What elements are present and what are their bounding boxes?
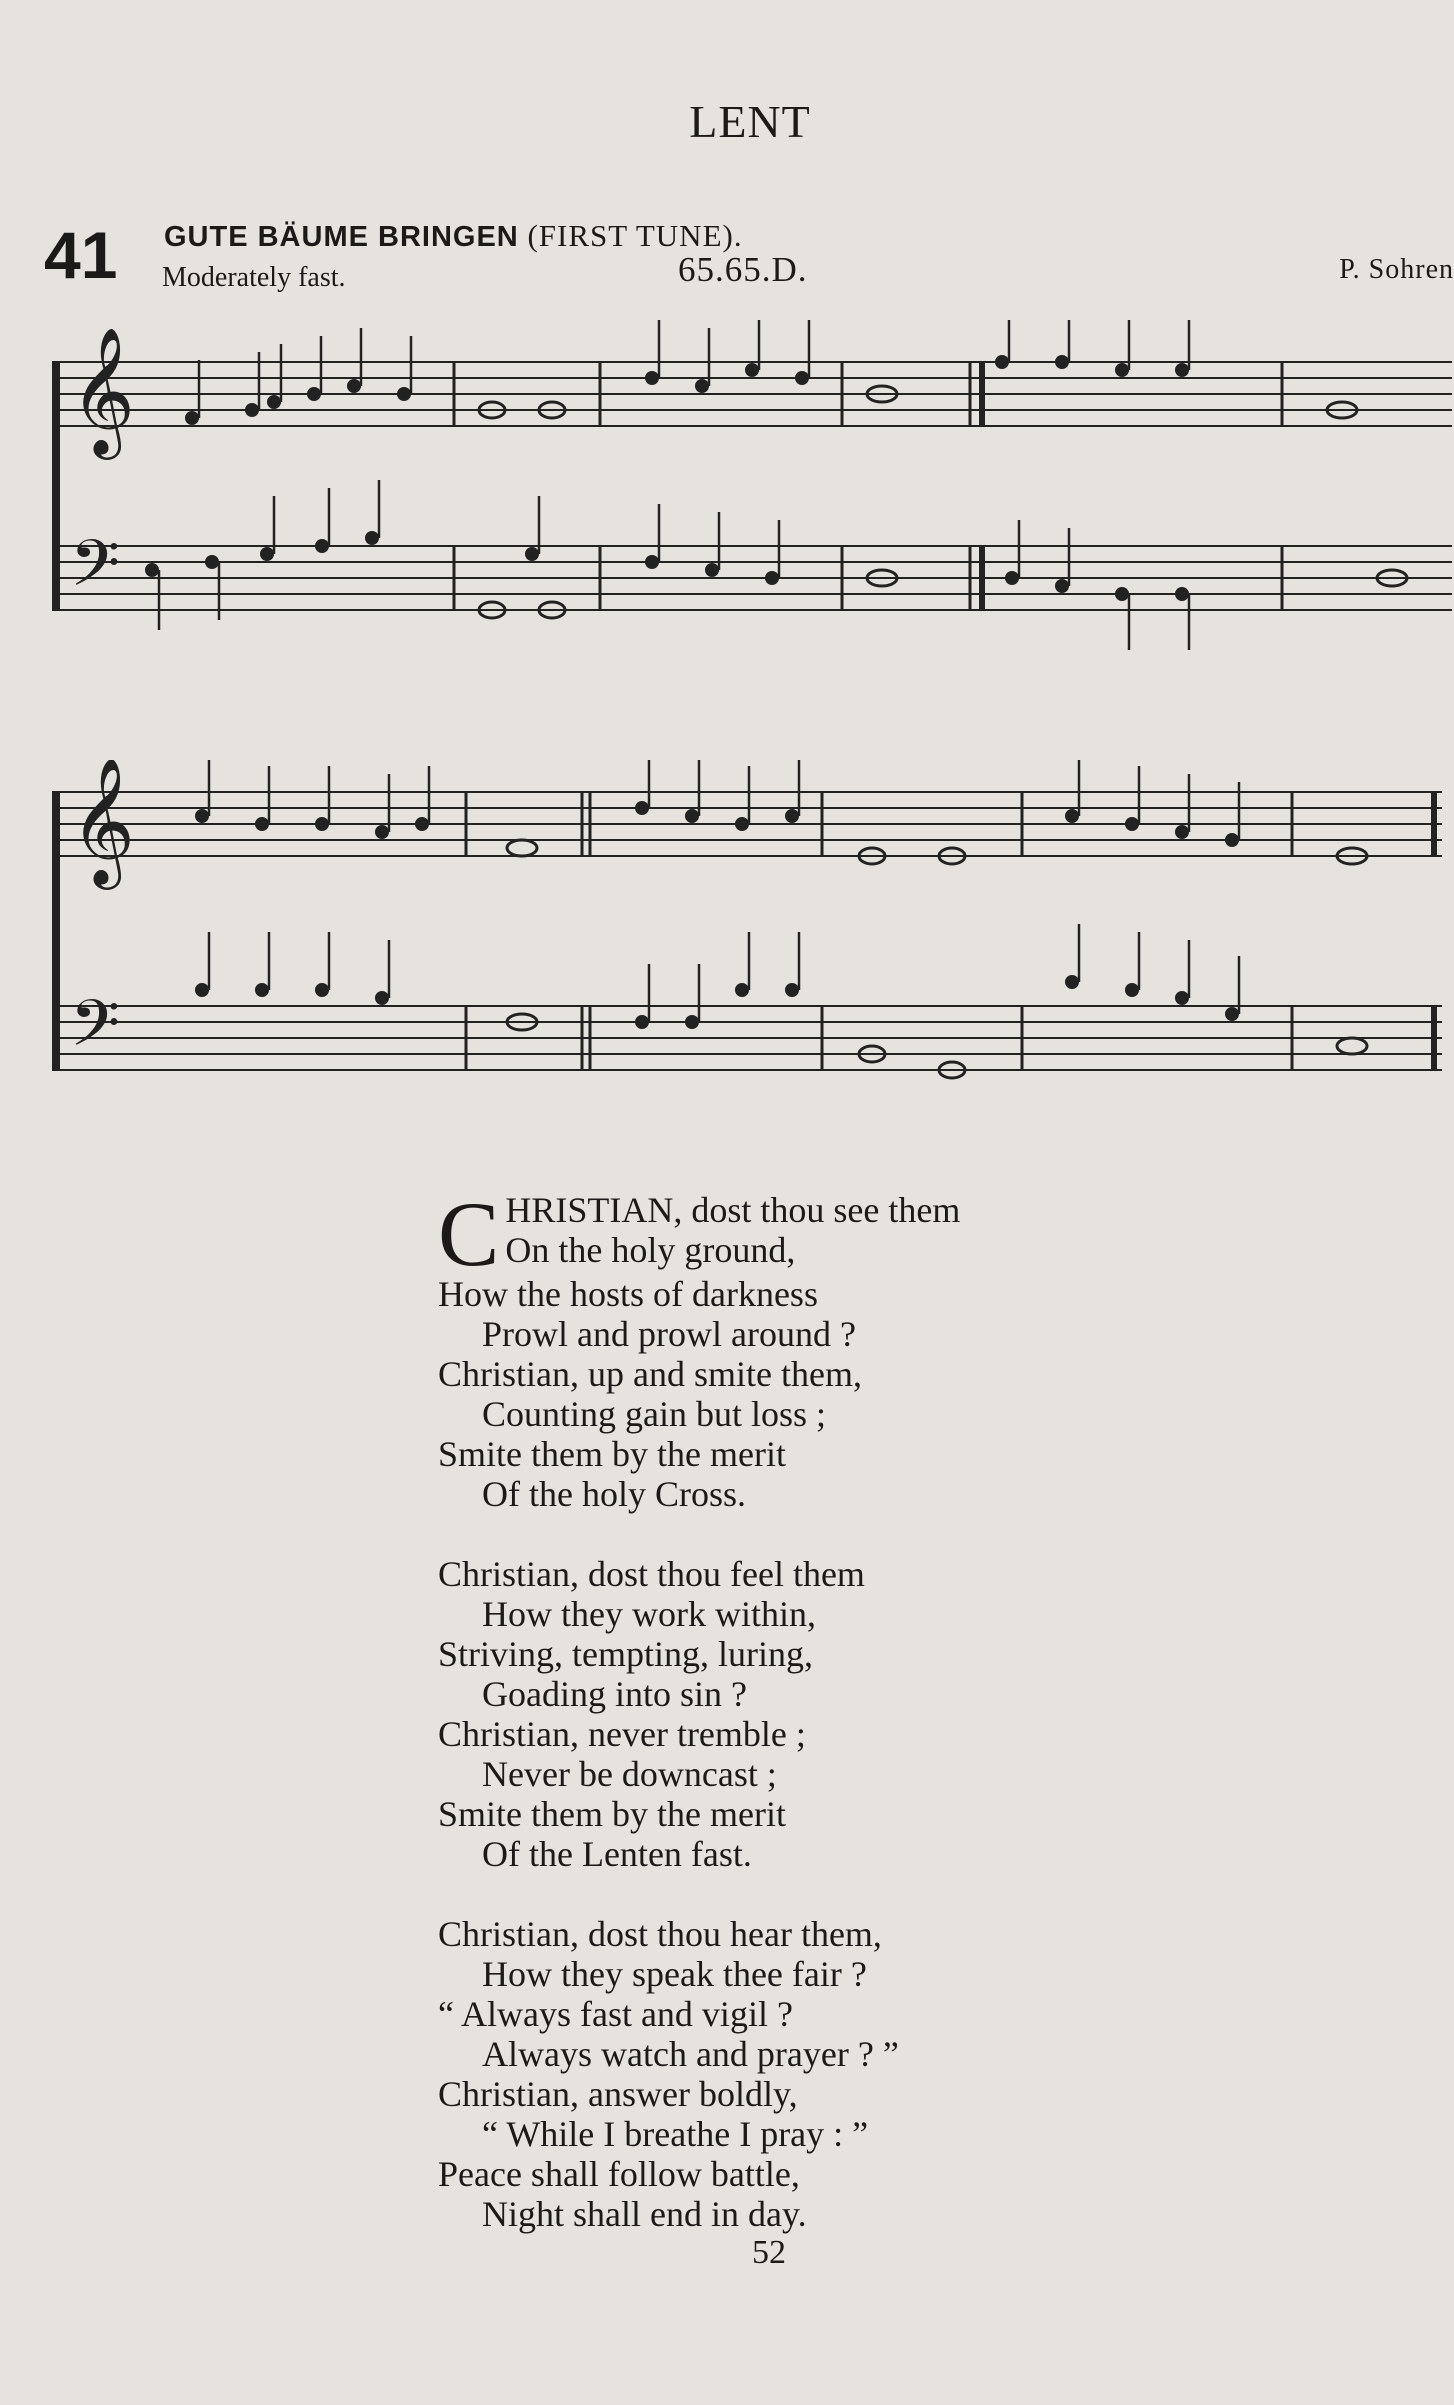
stanza-line: “ While I breathe I pray : ” xyxy=(482,2114,869,2154)
stanza-line: Christian, dost thou feel them xyxy=(438,1554,865,1594)
stanza-line: Smite them by the merit xyxy=(438,1434,786,1474)
composer: P. Sohren xyxy=(1339,254,1454,285)
stanza-1 xyxy=(438,1183,961,1514)
stanza-line: Prowl and prowl around ? xyxy=(482,1314,856,1354)
stanza-line: How they speak thee fair ? xyxy=(482,1954,867,1994)
stanza-line: Peace shall follow battle, xyxy=(438,2154,800,2194)
stanza-line: Never be downcast ; xyxy=(482,1754,777,1794)
stanza-line: Goading into sin ? xyxy=(482,1674,747,1714)
music-system-2 xyxy=(52,760,1452,1160)
stanza-line: Of the Lenten fast. xyxy=(482,1834,752,1874)
stanza-line: HRISTIAN, dost thou see them xyxy=(505,1190,961,1230)
tune-heading xyxy=(164,218,743,254)
stanza-3 xyxy=(438,1914,899,2234)
tune-note: (FIRST TUNE). xyxy=(527,218,743,253)
page-number: 52 xyxy=(752,2234,786,2271)
stanza-line: Always watch and prayer ? ” xyxy=(482,2034,899,2074)
tempo-marking: Moderately fast. xyxy=(162,262,346,293)
stanza-line: Christian, up and smite them, xyxy=(438,1354,862,1394)
music-system-1 xyxy=(52,320,1452,700)
svg-text:𝄢: 𝄢 xyxy=(70,527,121,617)
stanza-line: How they work within, xyxy=(482,1594,816,1634)
stanza-line: “ Always fast and vigil ? xyxy=(438,1994,793,2034)
hymn-number: 41 xyxy=(44,218,118,292)
stanza-line: Night shall end in day. xyxy=(482,2194,807,2234)
svg-text:𝄞: 𝄞 xyxy=(70,326,136,454)
drop-cap: C xyxy=(438,1183,500,1285)
section-title: LENT xyxy=(689,96,811,147)
hymn-text xyxy=(438,1183,961,2274)
svg-text:𝄞: 𝄞 xyxy=(70,760,136,884)
stanza-line: On the holy ground, xyxy=(505,1230,796,1270)
stanza-line: Smite them by the merit xyxy=(438,1794,786,1834)
stanza-line: Counting gain but loss ; xyxy=(482,1394,827,1434)
stanza-line: Striving, tempting, luring, xyxy=(438,1634,813,1674)
stanza-line: Christian, answer boldly, xyxy=(438,2074,798,2114)
stanza-line: Of the holy Cross. xyxy=(482,1474,746,1514)
stanza-2 xyxy=(438,1554,899,1874)
stanza-line: Christian, dost thou hear them, xyxy=(438,1914,882,1954)
tune-name: GUTE BÄUME BRINGEN xyxy=(164,221,519,253)
svg-text:𝄢: 𝄢 xyxy=(70,987,121,1077)
stanza-line: Christian, never tremble ; xyxy=(438,1714,806,1754)
stanza-line: How the hosts of darkness xyxy=(438,1274,818,1314)
meter: 65.65.D. xyxy=(678,250,808,289)
